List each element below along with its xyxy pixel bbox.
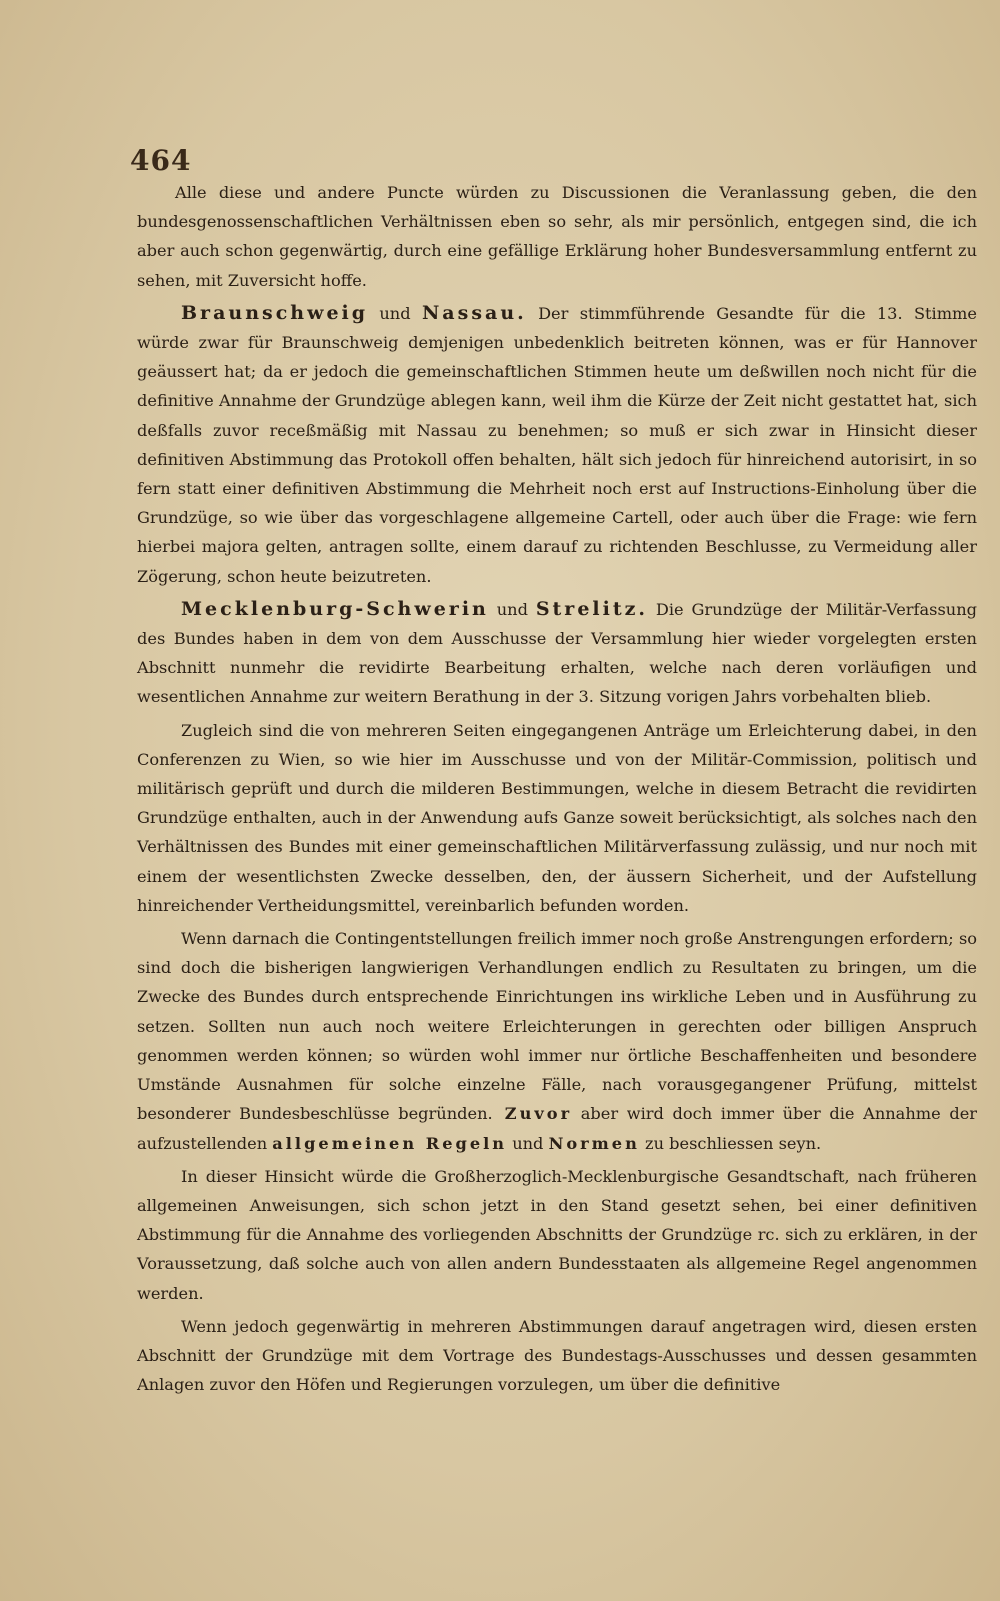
paragraph-text: Alle diese und andere Puncte würden zu Discussionen die Veranlassung geben, die den bundesgenossenschaftlichen Verhältnissen eben so sehr, als mir persönlich, entgegen sind, die ich aber auch schon gegenwärtig, durch eine gefällige Erklärung hoher Bundesversammlung entfernt zu sehen, mit Zuversicht hoffe. — [137, 183, 977, 290]
page-number: 464 — [130, 144, 192, 177]
paragraph-text: Die Grundzüge der Militär-Verfassung des Bundes haben in dem von dem Ausschusse der Versammlung hier wieder vorgelegten ersten Abschnitt nunmehr die revidirte Bearbeitung erhalten, welche nach deren vorläufigen und wesentlichen Annahme zur weitern Berathung in der 3. Sitzung vorigen Jahrs vorbehalten blieb. — [137, 599, 977, 707]
paragraph-text: zu beschliessen seyn. — [639, 1133, 822, 1153]
paragraph-text: In dieser Hinsicht würde die Großherzoglich-Mecklenburgische Gesandtschaft, nach früheren allgemeinen Anweisungen, sich schon jetzt in den Stand gesetzt sehen, bei einer definitiven Abstimmung für die Annahme des vorliegenden Abschnitts der Grundzüge rc. sich zu erklären, in der Voraussetzung, daß solche auch von allen andern Bundesstaaten als allgemeine Regel angenommen werden. — [137, 1166, 977, 1303]
emphasis-normen: Normen — [548, 1133, 640, 1153]
paragraph-text: Zugleich sind die von mehreren Seiten eingegangenen Anträge um Erleichterung dabei, in den Conferenzen zu Wien, so wie hier im Ausschusse und von der Militär-Commission, politisch und militärisch geprüft und durch die milderen Bestimmungen, welche in diesem Betracht die revidirten Grundzüge enthalten, auch in der Anwendung aufs Ganze soweit berücksichtigt, als solches nach den Verhältnissen des Bundes mit einer gemeinschaftlichen Militärverfassung zulässig, und nur noch mit einem der wesentlichsten Zwecke desselben, den, der äussern Sicherheit, und der Aufstellung hinreichender Vertheidungsmittel, vereinbarlich befunden worden. — [137, 720, 977, 915]
emphasis-zuvor: Zuvor — [492, 1104, 573, 1124]
body-text — [137, 178, 977, 1403]
section-heading-braunschweig: Braunschweig — [181, 301, 369, 324]
paragraph-text: Wenn darnach die Contingentstellungen freilich immer noch große Anstrengungen erfordern; so sind doch die bisherigen langwierigen Verhandlungen endlich zu Resultaten zu bringen, um die Zwecke des Bundes durch entsprechende Einrichtungen ins wirkliche Leben und in Ausführung zu setzen. Sollten nun auch noch weitere Erleichterungen in gerechten oder billigen Anspruch genommen werden können; so würden wohl immer nur örtliche Beschaffenheiten und besondere Umstände Ausnahmen für solche einzelne Fälle, nach vorausgegangener Prüfung, mittelst besonderer Bundesbeschlüsse begründen. — [137, 929, 977, 1124]
heading-connector: und — [488, 599, 536, 619]
paragraph-text: Wenn jedoch gegenwärtig in mehreren Abstimmungen darauf angetragen wird, diesen ersten Abschnitt der Grundzüge mit dem Vortrage des Bundestags-Ausschusses und dessen gesammten Anlagen zuvor den Höfen und Regierungen vorzulegen, um über die definitive — [137, 1316, 977, 1395]
paragraph-text: Der stimmführende Gesandte für die 13. Stimme würde zwar für Braunschweig demjenigen unbedenklich beitreten können, was er für Hannover geäussert hat; da er jedoch die gemeinschaftlichen Stimmen heute um deßwillen noch nicht für die definitive Annahme der Grundzüge ablegen kann, weil ihm die Kürze der Zeit nicht gestattet hat, sich deßfalls zuvor receßmäßig mit Nassau zu benehmen; so muß er sich zwar in Hinsicht dieser definitiven Abstimmung das Protokoll offen behalten, hält sich jedoch für hinreichend autorisirt, in so fern statt einer definitiven Abstimmung die Mehrheit noch erst auf Instructions-Einholung über die Grundzüge, so wie über das vorgeschlagene allgemeine Cartell, oder auch über die Frage: wie fern hierbei majora gelten, antragen sollte, einem darauf zu richtenden Beschlusse, zu Vermeidung aller Zögerung, schon heute beizutreten. — [137, 303, 977, 586]
paragraph-7 — [137, 1312, 977, 1400]
paragraph-text: aber wird doch immer über die Annahme der aufzustellenden — [137, 1104, 978, 1153]
paragraph-2 — [137, 299, 977, 591]
heading-connector: und — [368, 303, 422, 323]
paragraph-5 — [137, 924, 977, 1158]
section-heading-mecklenburg-schwerin: Mecklenburg-Schwerin — [181, 597, 489, 620]
emphasis-allgemeinen-regeln: allgemeinen Regeln — [272, 1133, 508, 1153]
paragraph-text: und — [507, 1133, 549, 1153]
paragraph-6 — [137, 1162, 977, 1308]
section-heading-strelitz: Strelitz. — [535, 597, 649, 620]
section-heading-nassau: Nassau. — [421, 301, 527, 324]
paragraph-3 — [137, 595, 977, 712]
paragraph-1 — [137, 178, 977, 295]
paragraph-4 — [137, 716, 977, 920]
